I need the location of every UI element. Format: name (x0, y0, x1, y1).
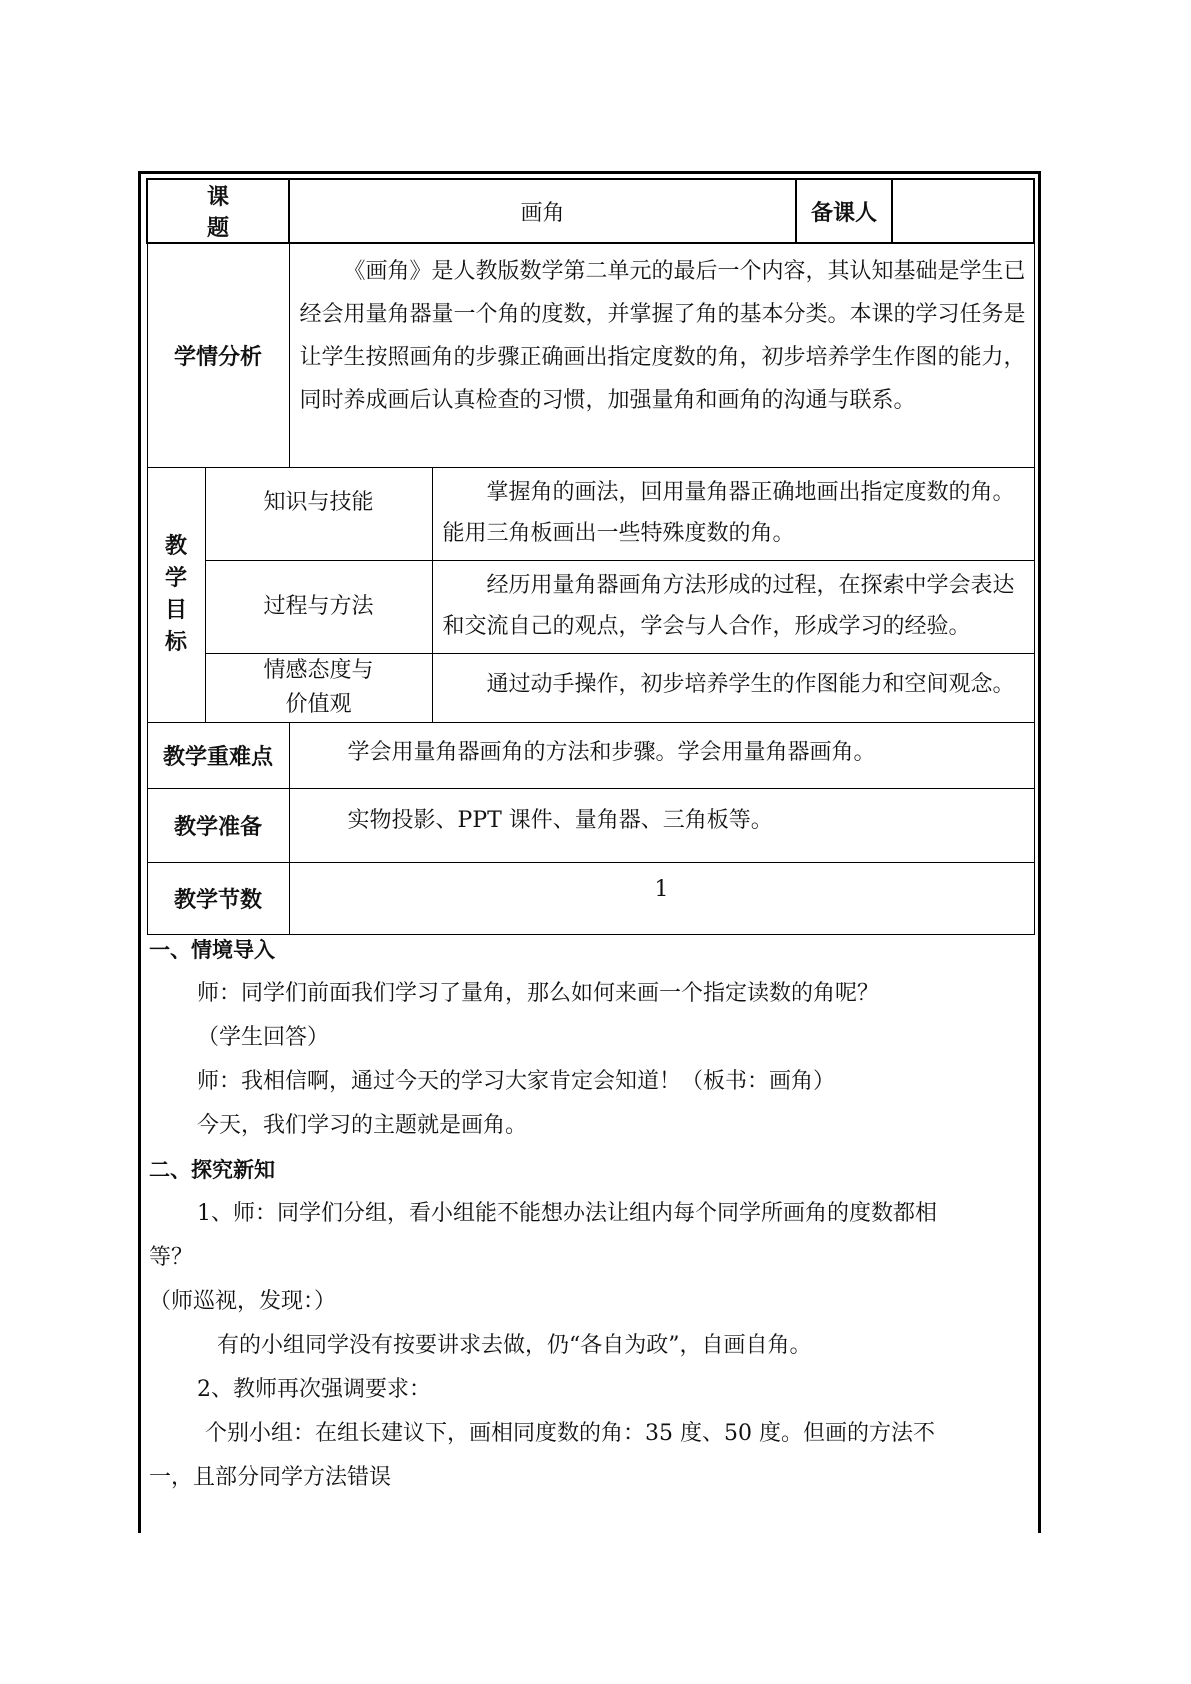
process-line: 1、师：同学们分组，看小组能不能想办法让组内每个同学所画角的度数都相 (197, 1201, 937, 1226)
process-line: （师巡视，发现：） (149, 1289, 337, 1314)
goal-knowledge-text: 掌握角的画法，回用量角器正确地画出指定度数的角。能用三角板画出一些特殊度数的角。 (432, 467, 1034, 560)
process-line: 今天，我们学习的主题就是画角。 (197, 1113, 528, 1138)
process-line: 等？ (149, 1245, 194, 1270)
preparation-row (147, 788, 1034, 862)
goal-row-process (147, 560, 1034, 653)
goal-row-attitude (147, 653, 1034, 722)
process-line: 2、教师再次强调要求： (197, 1377, 431, 1402)
goal-knowledge-name: 知识与技能 (205, 467, 432, 560)
lesson-plan-table (146, 178, 1035, 935)
preparation-text: 实物投影、PPT 课件、量角器、三角板等。 (289, 788, 1034, 862)
analysis-row (147, 243, 1034, 467)
process-line: 一，且部分同学方法错误 (149, 1465, 392, 1490)
goal-process-name: 过程与方法 (205, 560, 432, 653)
key-points-label: 教学重难点 (147, 722, 289, 788)
periods-row (147, 862, 1034, 934)
periods-value: 1 (289, 862, 1034, 934)
topic-value: 画角 (289, 179, 796, 243)
lesson-plan-frame (138, 171, 1041, 1533)
process-line: 个别小组：在组长建议下，画相同度数的角：35 度、50 度。但画的方法不 (205, 1421, 935, 1446)
goal-attitude-text: 通过动手操作，初步培养学生的作图能力和空间观念。 (432, 653, 1034, 722)
key-points-text: 学会用量角器画角的方法和步骤。学会用量角器画角。 (289, 722, 1034, 788)
section-intro-title: 一、情境导入 (149, 938, 275, 962)
topic-label: 课 题 (147, 179, 289, 243)
key-points-row (147, 722, 1034, 788)
teaching-process (149, 928, 1030, 1500)
preparer-label: 备课人 (796, 179, 892, 243)
preparer-value (892, 179, 1034, 243)
analysis-label: 学情分析 (147, 243, 289, 467)
preparation-label: 教学准备 (147, 788, 289, 862)
goal-attitude-name: 情感态度与 价值观 (205, 653, 432, 722)
lesson-plan-table-wrap (146, 178, 1033, 935)
goal-row-knowledge (147, 467, 1034, 560)
analysis-text: 《画角》是人教版数学第二单元的最后一个内容，其认知基础是学生已经会用量角器量一个角的度数，并掌握了角的基本分类。本课的学习任务是让学生按照画角的步骤正确画出指定度数的角，初步培养学生作图的能力，同时养成画后认真检查的习惯，加强量角和画角的沟通与联系。 (289, 243, 1034, 467)
goals-label: 教 学 目 标 (147, 467, 205, 722)
process-line: 有的小组同学没有按要讲求去做，仍“各自为政”，自画自角。 (217, 1333, 812, 1358)
header-row (147, 179, 1034, 243)
section-explore-title: 二、探究新知 (149, 1158, 275, 1182)
process-line: 师：同学们前面我们学习了量角，那么如何来画一个指定读数的角呢？ (197, 981, 880, 1006)
goal-process-text: 经历用量角器画角方法形成的过程，在探索中学会表达和交流自己的观点，学会与人合作，形成学习的经验。 (432, 560, 1034, 653)
process-line: 师：我相信啊，通过今天的学习大家肯定会知道！（板书：画角） (197, 1069, 836, 1094)
process-line: （学生回答） (197, 1025, 330, 1050)
periods-label: 教学节数 (147, 862, 289, 934)
